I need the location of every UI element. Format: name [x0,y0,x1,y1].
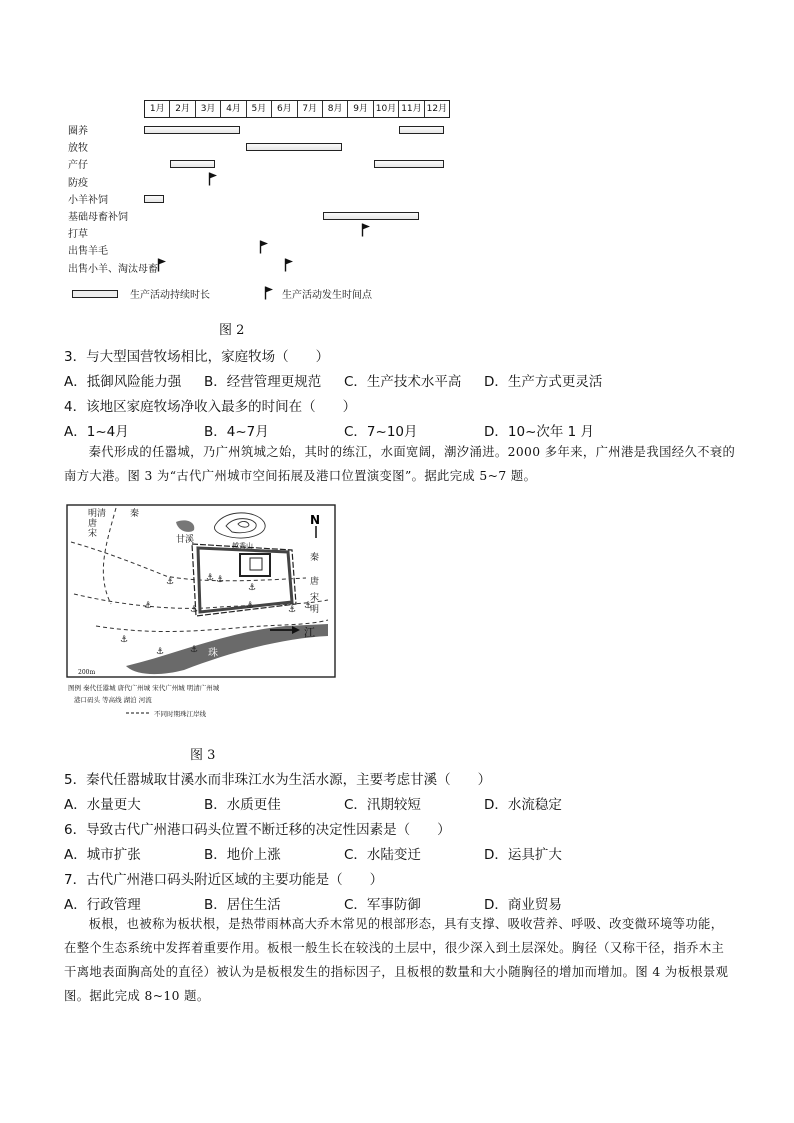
duration-bar [246,143,342,151]
svg-text:⚓: ⚓ [288,605,297,615]
question-options [64,793,744,813]
activity-label: 产仔 [68,160,88,172]
duration-bar [399,126,444,134]
legend-line-2: 港口码头 等高线 湖泊 河流 [74,696,152,704]
label-dynasty-ming: 明清 [88,509,107,519]
question-options [64,893,744,913]
label-qin: 秦 [130,509,140,519]
legend-line-1: 图例 秦代任嚣城 唐代广州城 宋代广州城 明清广州城 [68,684,220,692]
question-stem: 7．古代广州港口码头附近区域的主要功能是（ ） [64,872,384,888]
svg-text:⚓: ⚓ [166,577,175,587]
activity-label: 基础母畜补饲 [68,212,128,223]
option-d[interactable]: D．生产方式更灵活 [484,374,603,390]
time-point-flag-icon [259,240,269,254]
scale-label: 200m [78,669,96,676]
month-cell: 7月 [298,101,323,117]
label-right-song: 宋 [310,593,320,603]
question-options [64,843,744,863]
svg-text:⚓: ⚓ [246,601,255,611]
option-c[interactable]: C．汛期较短 [344,797,421,813]
label-right-tang: 唐 [310,577,320,587]
duration-bar [144,195,164,203]
month-cell: 12月 [426,104,448,114]
label-river-jiang: 江 [304,626,315,639]
month-cell: 4月 [221,101,246,117]
question-stem: 3．与大型国营牧场相比，家庭牧场（ ） [64,349,330,365]
month-cell: 8月 [323,101,348,117]
svg-text:⚓: ⚓ [144,601,153,611]
label-dynasty-song: 宋 [88,529,98,539]
duration-bar [170,160,215,168]
option-a[interactable]: A．行政管理 [64,897,141,913]
activity-label: 出售羊毛 [68,246,108,258]
label-dynasty-tang: 唐 [88,519,98,529]
month-cell: 5月 [247,101,272,117]
svg-text:⚓: ⚓ [206,573,215,583]
time-point-flag-icon [361,223,371,237]
label-mountain: 越秀山 [232,542,253,550]
month-cell: 9月 [348,101,373,117]
passage-buttress-roots: 板根，也被称为板状根，是热带雨林高大乔木常见的根部形态，具有支撑、吸收营养、呼吸、改变微环境等功能，在整个生态系统中发挥着重要作用。板根一般生长在较浅的土层中，很少深入到土层深处。胸径（又称干径，指乔木主干离地表面胸高处的直径）被认为是板根发生的指标因子，且板根的数量和大小随胸径的增加而增加。图 4 为板根景观图。据此完成 8~10 题。 [64,917,729,1003]
legend-line-3: 不同时期珠江岸线 [154,710,206,718]
question-stem: 6．导致古代广州港口码头位置不断迁移的决定性因素是（ ） [64,822,451,838]
option-a[interactable]: A．1~4月 [64,424,129,440]
duration-bar [144,126,240,134]
figure-2-gantt [60,96,448,311]
time-point-flag-icon [208,172,218,186]
month-cell: 10月 [374,101,399,117]
activity-label: 圈养 [68,126,88,137]
svg-text:⚓: ⚓ [248,583,257,593]
option-c[interactable]: C．军事防御 [344,897,421,913]
activity-label: 出售小羊、淘汰母畜 [68,263,158,275]
question-stem: 4．该地区家庭牧场净收入最多的时间在（ ） [64,399,357,415]
option-d[interactable]: D．水流稳定 [484,797,562,813]
guangzhou-map-svg [66,504,336,718]
time-point-flag-icon [284,258,294,272]
figure-2-caption: 图 2 [219,323,245,338]
time-point-flag-icon [157,258,167,272]
month-cell: 6月 [272,101,297,117]
activity-label: 放牧 [68,143,88,155]
option-c[interactable]: C．生产技术水平高 [344,374,462,390]
figure-3-map [66,504,336,718]
svg-text:⚓: ⚓ [120,635,129,645]
svg-text:⚓: ⚓ [190,605,199,615]
month-cell: 2月 [170,101,195,117]
option-d[interactable]: D．商业贸易 [484,897,562,913]
label-right-ming: 明 [310,605,320,615]
question-options [64,370,744,390]
legend-duration-label: 生产活动持续时长 [130,290,210,301]
svg-text:⚓: ⚓ [304,601,313,611]
option-b[interactable]: B．居住生活 [204,897,281,913]
option-c[interactable]: C．水陆变迁 [344,847,421,863]
legend-point-label: 生产活动发生时间点 [282,290,372,301]
svg-text:⚓: ⚓ [190,645,199,655]
option-b[interactable]: B．地价上涨 [204,847,281,863]
month-cell: 11月 [399,101,424,117]
label-river-zhu: 珠 [208,648,218,659]
svg-text:⚓: ⚓ [216,575,225,585]
activity-label: 打草 [68,229,88,241]
question-options [64,420,744,440]
duration-bar [323,212,419,220]
option-a[interactable]: A．抵御风险能力强 [64,374,182,390]
option-a[interactable]: A．水量更大 [64,797,141,813]
figure-3-caption: 图 3 [190,748,216,763]
duration-bar [374,160,445,168]
option-b[interactable]: B．4~7月 [204,424,269,440]
label-right-qin: 秦 [310,553,320,563]
label-ganxi: 甘溪 [176,535,195,545]
option-b[interactable]: B．水质更佳 [204,797,281,813]
activity-label: 小羊补饲 [68,194,108,206]
option-d[interactable]: D．运具扩大 [484,847,562,863]
option-a[interactable]: A．城市扩张 [64,847,141,863]
question-stem: 5．秦代任嚣城取甘溪水而非珠江水为生活水源，主要考虑甘溪（ ） [64,772,492,788]
map-legend [68,683,220,718]
month-cell: 3月 [196,101,221,117]
activity-label: 防疫 [68,177,88,189]
svg-text:⚓: ⚓ [156,647,165,657]
legend-flag-icon [264,286,274,300]
option-b[interactable]: B．经营管理更规范 [204,374,322,390]
month-cell: 1月 [145,101,170,117]
north-label: N [310,513,321,527]
option-c[interactable]: C．7~10月 [344,424,418,440]
passage-guangzhou: 秦代形成的任嚣城，乃广州筑城之始，其时的练江，水面宽阔，潮汐涌进。2000 多年来，广州港是我国经久不衰的南方大港。图 3 为“古代广州城市空间拓展及港口位置演变图”。据此完成 5~7 题。 [64,445,736,483]
legend-duration-swatch [72,290,118,298]
month-header [144,100,450,118]
option-d[interactable]: D．10~次年 1 月 [484,424,595,440]
